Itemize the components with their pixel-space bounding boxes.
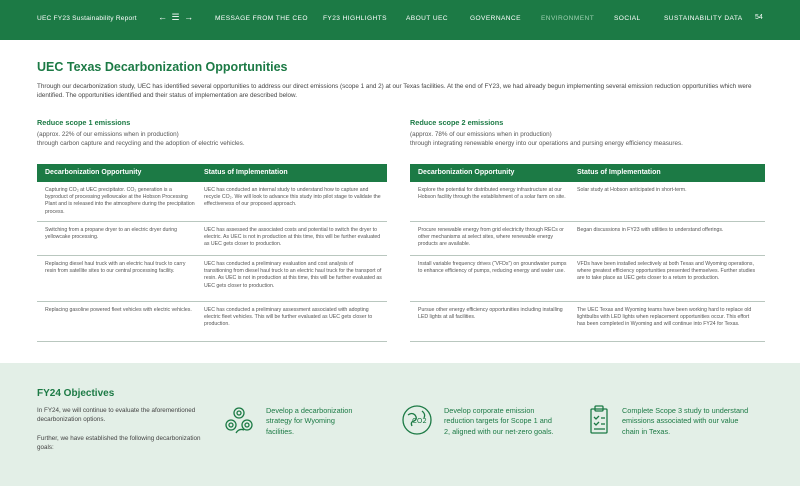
status-cell: UEC has conducted a preliminary assessment associated with adopting electric fleet vehicles. This will be further evaluated as UEC gets closer to production. [204,307,373,328]
opportunity-cell: Pursue other energy efficiency opportunities including installing LED lights at all facilities. [418,307,563,321]
status-cell: UEC has conducted an internal study to understand how to capture and recycle CO₂. We will look to advance this study into pilot stage to validate the effectiveness of our proposed approach. [204,187,381,208]
opportunity-cell: Replacing diesel haul truck with an electric haul truck to carry resin from satellite sites to our central processing facility. [45,261,186,275]
scope2-line2: through integrating renewable energy into our operations and pursing energy efficiency measures. [410,139,683,147]
goal-text: Develop corporate emission reduction targets for Scope 1 and 2, aligned with our net-zero goals. [444,406,554,436]
objectives-paragraph-1: In FY24, we will continue to evaluate the aforementioned decarbonization options. [37,407,196,423]
nav-environment[interactable]: ENVIRONMENT [541,15,595,22]
table-row [37,256,387,302]
opportunity-cell: Explore the potential for distributed energy infrastructure at our Hobson facility through the establishment of a solar farm on site. [418,187,566,201]
page-number: 54 [755,14,763,21]
page-navigation-arrows[interactable]: ← ☰ → [158,12,195,22]
co2-globe-icon [400,403,434,437]
intro-paragraph: Through our decarbonization study, UEC has identified several opportunities to address our direct emissions (scope 1 and 2) at our Texas facilities. At the end of FY23, we had already begun implementing several emission reduction opportunities which were identified. The opportunities identified and their status of implementation are described below. [37,83,752,99]
scope1-section [37,118,392,149]
svg-text:CO2: CO2 [412,417,427,425]
goal-text: Complete Scope 3 study to understand emissions associated with our value chain in Texas. [622,406,749,436]
opportunity-cell: Install variable frequency drives (“VFDs”) on groundwater pumps to enhance efficiency of pumps, reducing energy and water use. [418,261,567,275]
opportunity-cell: Replacing gasoline powered fleet vehicles with electric vehicles. [45,307,192,313]
nav-sustainability-data[interactable]: SUSTAINABILITY DATA [664,15,743,22]
header-opportunity: Decarbonization Opportunity [418,169,515,176]
scope2-table [410,164,765,342]
scope2-line1: (approx. 78% of our emissions when in production) [410,131,552,138]
header-status: Status of Implementation [204,169,288,176]
objectives-paragraph-2: Further, we have established the following decarbonization goals: [37,435,201,451]
scope1-heading: Reduce scope 1 emissions [37,118,131,127]
goal-text: Develop a decarbonization strategy for Wyoming facilities. [266,406,353,436]
table-row [410,222,765,256]
status-cell: The UEC Texas and Wyoming teams have been working hard to replace old lightbulbs with LED lights when replacement opportunities occur. This effort has been completed in Wyoming and will continue into FY24 for Texas. [577,307,752,328]
nav-about-uec[interactable]: ABOUT UEC [406,15,448,22]
scope1-line1: (approx. 22% of our emissions when in production) [37,131,179,138]
header-opportunity: Decarbonization Opportunity [45,169,142,176]
table-row [410,182,765,222]
report-title: UEC FY23 Sustainability Report [37,15,137,22]
scope2-section [410,118,765,149]
status-cell: VFDs have been installed selectively at both Texas and Wyoming operations, where greatest efficiency opportunities presented themselves. Further studies are to take place as UEC gets closer to a return to production. [577,261,756,282]
clipboard-check-icon [582,403,616,437]
table-header [410,164,765,182]
objectives-heading: FY24 Objectives [37,388,115,399]
nav-social[interactable]: SOCIAL [614,15,641,22]
scope1-table [37,164,387,342]
nav-governance[interactable]: GOVERNANCE [470,15,521,22]
table-header [37,164,387,182]
table-row [410,256,765,302]
nav-fy23-highlights[interactable]: FY23 HIGHLIGHTS [323,15,387,22]
opportunity-cell: Switching from a propane dryer to an electric dryer during yellowcake processing. [45,227,178,241]
table-row [410,302,765,342]
opportunity-cell: Capturing CO₂ at UEC precipitator. CO₂ generation is a byproduct of processing yellowcake at the Hobson Processing Plant and is released into the atmosphere during the precipitation process. [45,187,195,215]
scope2-heading: Reduce scope 2 emissions [410,118,504,127]
status-cell: UEC has conducted a preliminary evaluation and cost analysis of transitioning from diesel haul truck to an electric haul truck for the transport of resin. As UEC is not in production at this time, this will be further evaluated as UEC gets closer to production. [204,261,382,289]
gears-leaf-icon [222,403,256,437]
status-cell: Solar study at Hobson anticipated in short-term. [577,187,687,193]
scope1-line2: through carbon capture and recycling and the adoption of electric vehicles. [37,139,245,147]
status-cell: Began discussions in FY23 with utilities to understand offerings. [577,227,724,233]
status-cell: UEC has assessed the associated costs and potential to switch the dryer to electric. As UEC is not in production at this time, this will be further evaluated as UEC gets closer to production. [204,227,381,248]
objectives-panel [0,363,800,486]
table-row [37,182,387,222]
header-status: Status of Implementation [577,169,661,176]
nav-message-from-ceo[interactable]: MESSAGE FROM THE CEO [215,15,308,22]
opportunity-cell: Procure renewable energy from grid electricity through RECs or other mechanisms at select sites, where renewable energy products are available. [418,227,564,248]
top-navigation-bar [0,0,800,40]
table-row [37,222,387,256]
table-row [37,302,387,342]
page-title: UEC Texas Decarbonization Opportunities [37,60,288,74]
